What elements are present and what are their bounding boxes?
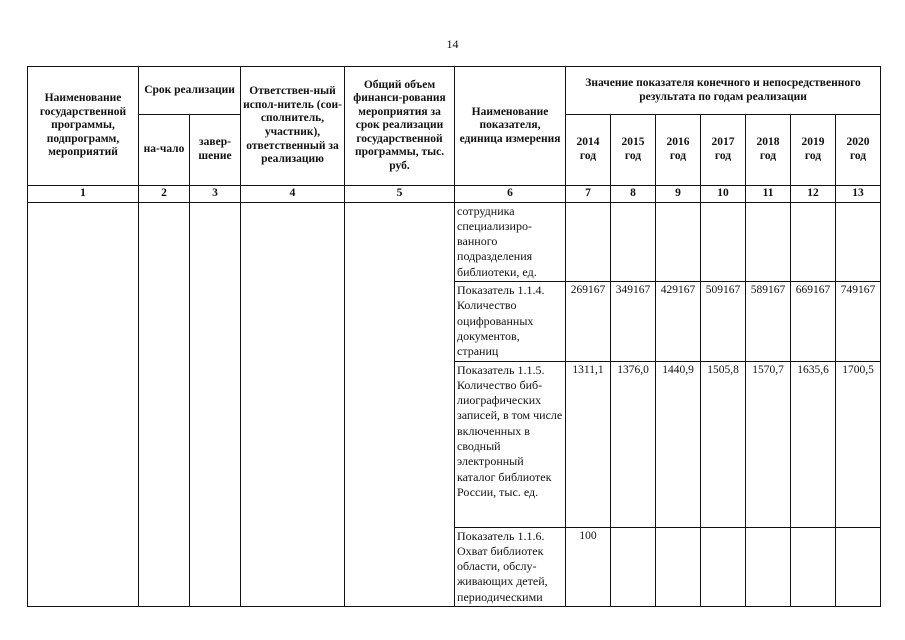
column-number: 2 (139, 186, 190, 203)
header-period: Срок реализации (139, 67, 241, 115)
value-cell: 1440,9 (656, 361, 701, 527)
column-number: 12 (791, 186, 836, 203)
header-year: 2020 год (836, 115, 881, 186)
header-period-end: завер-шение (190, 115, 241, 186)
program-name-cell (28, 202, 139, 606)
header-funding: Общий объем финанси-рования мероприятия за срок реализации государственной программы, тыс. руб. (345, 67, 455, 186)
value-cell (611, 527, 656, 606)
value-cell (791, 202, 836, 281)
value-cell (836, 202, 881, 281)
value-cell: 1311,1 (566, 361, 611, 527)
header-responsible: Ответствен-ный испол-нитель (сои-сполнитель, участник), ответственный за реализацию (241, 67, 345, 186)
value-cell (611, 202, 656, 281)
column-number: 5 (345, 186, 455, 203)
header-year: 2014 год (566, 115, 611, 186)
value-cell: 749167 (836, 282, 881, 361)
value-cell (836, 527, 881, 606)
column-number: 7 (566, 186, 611, 203)
header-program-name: Наименование государственной программы, подпрограмм, мероприятий (28, 67, 139, 186)
period-start-cell (139, 202, 190, 606)
value-cell: 1570,7 (746, 361, 791, 527)
value-cell (791, 527, 836, 606)
header-indicator-values: Значение показателя конечного и непосредственного результата по годам реализации (566, 67, 881, 115)
header-year: 2019 год (791, 115, 836, 186)
header-year: 2016 год (656, 115, 701, 186)
value-cell (656, 527, 701, 606)
value-cell (701, 202, 746, 281)
value-cell: 1376,0 (611, 361, 656, 527)
funding-cell (345, 202, 455, 606)
page-number: 14 (446, 37, 459, 51)
column-number: 13 (836, 186, 881, 203)
header-indicator-name: Наименование показателя, единица измерения (455, 67, 566, 186)
value-cell: 349167 (611, 282, 656, 361)
indicator-cell: сотрудника специализиро-ванного подразделения библиотеки, ед. (455, 202, 566, 281)
header-year: 2015 год (611, 115, 656, 186)
column-number: 1 (28, 186, 139, 203)
value-cell: 1700,5 (836, 361, 881, 527)
column-number: 8 (611, 186, 656, 203)
column-number: 4 (241, 186, 345, 203)
value-cell: 1635,6 (791, 361, 836, 527)
value-cell (746, 202, 791, 281)
column-number: 3 (190, 186, 241, 203)
value-cell: 509167 (701, 282, 746, 361)
value-cell: 1505,8 (701, 361, 746, 527)
value-cell: 100 (566, 527, 611, 606)
value-cell (701, 527, 746, 606)
header-year: 2017 год (701, 115, 746, 186)
indicators-table (27, 66, 881, 607)
value-cell: 429167 (656, 282, 701, 361)
value-cell: 589167 (746, 282, 791, 361)
period-end-cell (190, 202, 241, 606)
header-period-start: на-чало (139, 115, 190, 186)
column-number: 9 (656, 186, 701, 203)
column-number: 11 (746, 186, 791, 203)
value-cell (656, 202, 701, 281)
value-cell (746, 527, 791, 606)
column-number: 6 (455, 186, 566, 203)
column-number: 10 (701, 186, 746, 203)
value-cell: 269167 (566, 282, 611, 361)
value-cell: 669167 (791, 282, 836, 361)
indicator-cell: Показатель 1.1.6. Охват библиотек области, обслу-живающих детей, периодическими (455, 527, 566, 606)
table-row (28, 202, 881, 281)
indicator-cell: Показатель 1.1.5. Количество биб-лиографических записей, в том числе включенных в сводный электронный каталог библиотек России, тыс. ед. (455, 361, 566, 527)
header-year: 2018 год (746, 115, 791, 186)
indicator-cell: Показатель 1.1.4. Количество оцифрованных документов, страниц (455, 282, 566, 361)
responsible-cell (241, 202, 345, 606)
value-cell (566, 202, 611, 281)
